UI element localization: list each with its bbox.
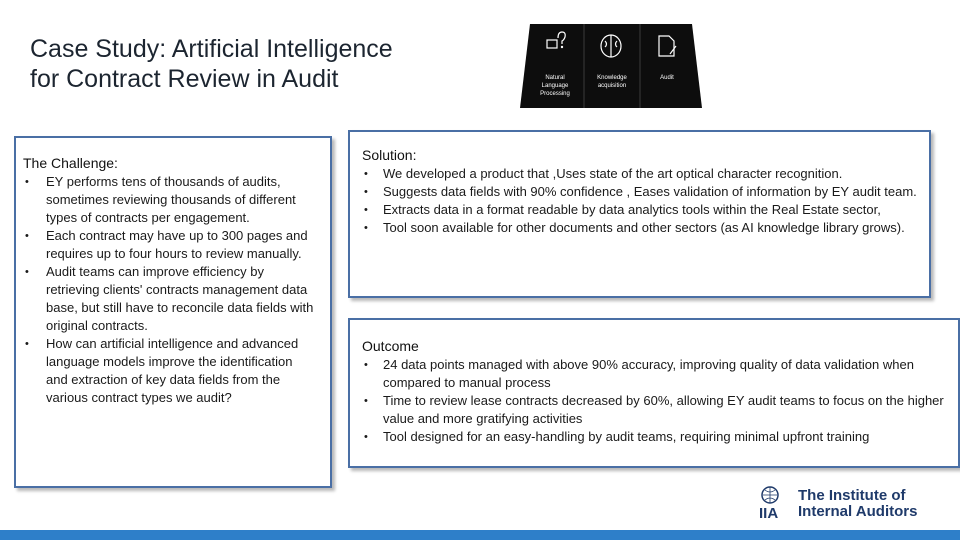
challenge-list [23,173,316,407]
iia-logo-text: The Institute of Internal Auditors [798,487,918,520]
outcome-panel [348,318,960,468]
iia-logo-mark: IIA [759,505,779,520]
list-item: • We developed a product that ,Uses state of the art optical character recognition. [362,165,919,183]
list-item: • EY performs tens of thousands of audits, sometimes reviewing thousands of different types of contracts per engagement. [23,173,316,227]
iia-logo [758,484,938,520]
page-title [30,34,393,94]
solution-panel [348,130,931,298]
list-item: • Tool soon available for other documents and other sectors (as AI knowledge library grows). [362,219,919,237]
list-item: • Extracts data in a format readable by data analytics tools within the Real Estate sector, [362,201,919,219]
page-title-line1: Case Study: Artificial Intelligence [30,35,393,63]
page-title-line2: for Contract Review in Audit [30,65,339,93]
list-item: • Suggests data fields with 90% confidence , Eases validation of information by EY audit team. [362,183,919,201]
list-item: • Time to review lease contracts decreased by 60%, allowing EY audit teams to focus on the higher value and more gratifying activities [362,392,948,428]
nlp-label: Natural Language Processing [540,75,570,97]
knowledge-acquisition-label: Knowledge acquisition [597,75,627,89]
solution-heading: Solution: [362,147,417,163]
iia-logo-icon [758,484,798,520]
challenge-heading: The Challenge: [23,155,118,171]
audit-label: Audit [660,75,674,81]
outcome-list [362,356,948,446]
list-item: • 24 data points managed with above 90% accuracy, improving quality of data validation when compared to manual process [362,356,948,392]
bottom-bar [0,530,960,540]
solution-list [362,165,919,237]
list-item: • Each contract may have up to 300 pages and requires up to four hours to review manually. [23,227,316,263]
icon-strip [520,24,702,108]
outcome-heading: Outcome [362,338,419,354]
list-item: • Tool designed for an easy-handling by audit teams, requiring minimal upfront training [362,428,948,446]
list-item: • Audit teams can improve efficiency by retrieving clients' contracts management data base, but still have to reconcile data fields with original contracts. [23,263,316,335]
challenge-panel [14,136,332,488]
list-item: • How can artificial intelligence and advanced language models improve the identification and extraction of key data fields from the various contract types we audit? [23,335,316,407]
